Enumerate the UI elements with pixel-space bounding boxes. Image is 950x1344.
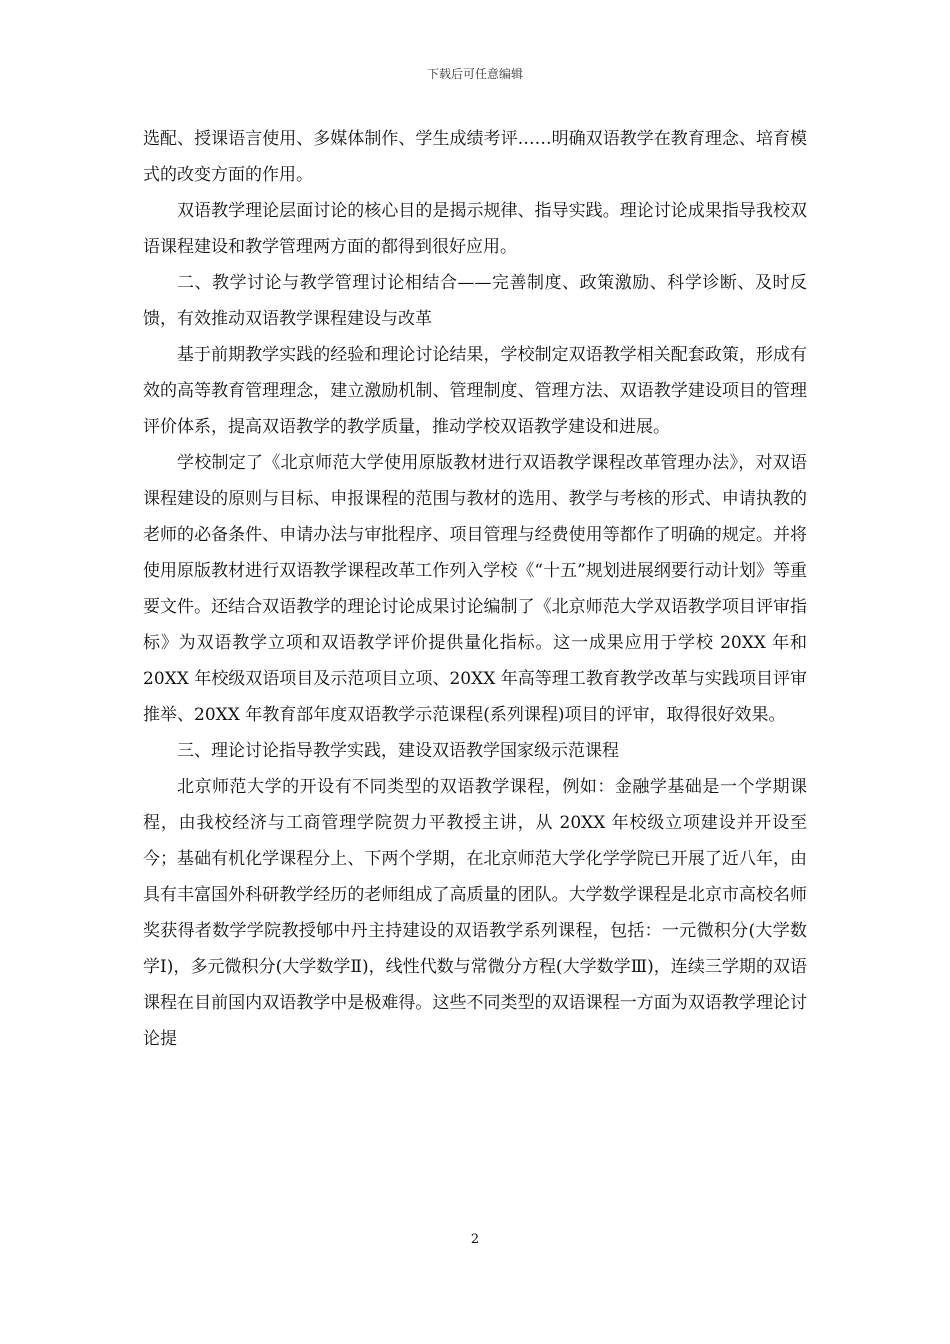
page-number: 2 [470, 1232, 480, 1247]
section-heading-2: 二、教学讨论与教学管理讨论相结合——完善制度、政策激励、科学诊断、及时反馈，有效推动双语教学课程建设与改革 [143, 273, 807, 329]
paragraph-policy: 基于前期教学实践的经验和理论讨论结果，学校制定双语教学相关配套政策，形成有效的高等教育管理理念，建立激励机制、管理制度、管理方法、双语教学建设项目的管理评价体系，提高双语教学的教学质量，推动学校双语教学建设和进展。 [143, 345, 807, 437]
section-heading-3: 三、理论讨论指导教学实践，建设双语教学国家级示范课程 [177, 741, 619, 761]
paragraph-regulations: 学校制定了《北京师范大学使用原版教材进行双语教学课程改革管理办法》，对双语课程建设的原则与目标、申报课程的范围与教材的选用、教学与考核的形式、申请执教的老师的必备条件、申请办法与审批程序、项目管理与经费使用等都作了明确的规定。并将使用原版教材进行双语教学课程改革工作列入学校《“十五”规划进展纲要行动计划》等重要文件。还结合双语教学的理论讨论成果讨论编制了《北京师范大学双语教学项目评审指标》为双语教学立项和双语教学评价提供量化指标。这一成果应用于学校 20XX 年和 20XX 年校级双语项目及示范项目立项、20XX 年高等理工教育教学改革与实践项目评审推举、20XX 年教育部年度双语教学示范课程(系列课程)项目的评审，取得很好效果。 [143, 453, 807, 725]
paragraph-theory-purpose: 双语教学理论层面讨论的核心目的是揭示规律、指导实践。理论讨论成果指导我校双语课程建设和教学管理两方面的都得到很好应用。 [143, 201, 807, 257]
document-body [143, 121, 807, 1057]
paragraph-courses: 北京师范大学的开设有不同类型的双语教学课程，例如：金融学基础是一个学期课程，由我校经济与工商管理学院贺力平教授主讲，从 20XX 年校级立项建设并开设至今；基础有机化学课程分上、下两个学期，在北京师范大学化学学院已开展了近八年，由具有丰富国外科研教学经历的老师组成了高质量的团队。大学数学课程是北京市高校名师奖获得者数学学院教授郇中丹主持建设的双语教学系列课程，包括：一元微积分(大学数学Ⅰ)，多元微积分(大学数学Ⅱ)，线性代数与常微分方程(大学数学Ⅲ)，连续三学期的双语课程在目前国内双语教学中是极难得。这些不同类型的双语课程一方面为双语教学理论讨论提 [143, 777, 807, 1049]
paragraph-continuation: 选配、授课语言使用、多媒体制作、学生成绩考评……明确双语教学在教育理念、培育模式的改变方面的作用。 [143, 129, 807, 185]
page-header: 下载后可任意编辑 [426, 67, 523, 81]
